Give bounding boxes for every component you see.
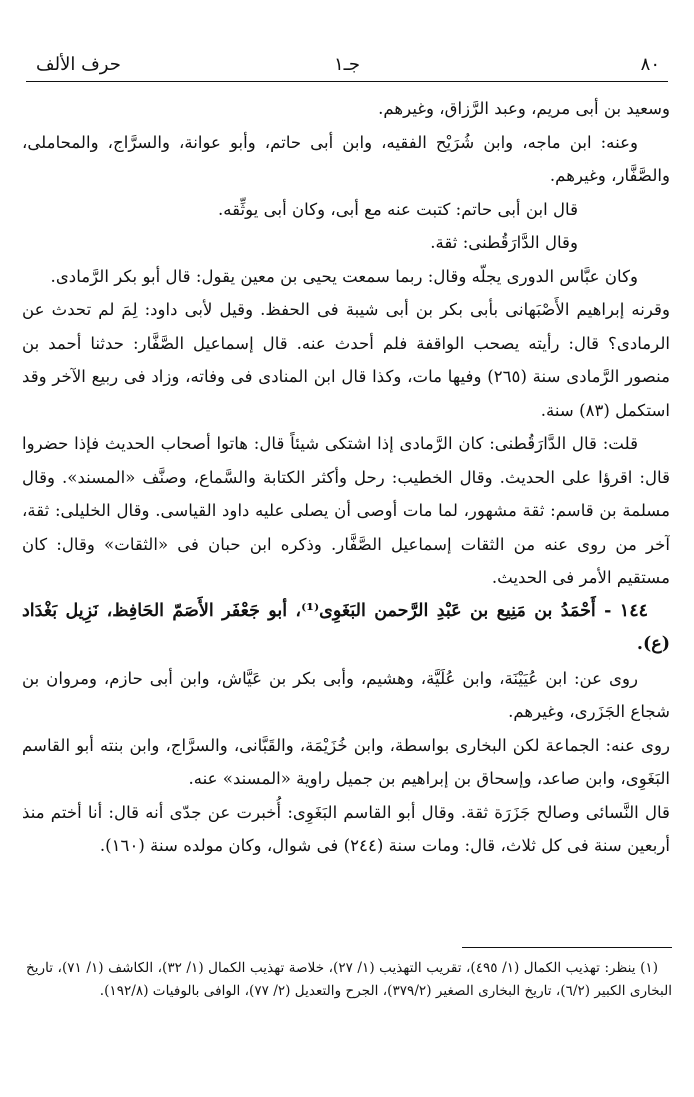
paragraph: قلت: قال الدَّارَقُطنى: كان الرَّمادى إذا اشتكى شيئاً قال: هاتوا أصحاب الحديث فإذا حضروا قال: اقرؤا على الحديث. وقال الخطيب: رحل وأكثر الكتابة والسَّماع، وصنَّف «المسند». وقال مسلمة بن قاسم: ثقة مشهور، لما مات أوصى أن يصلى عليه داود القياسى. وقال الخليلى: ثقة، آخر من روى عنه من الثقات إسماعيل الصَّفَّار. وذكره ابن حبان فى «الثقات» وقال: كان مستقيم الأمر فى الحديث. — [22, 434, 670, 587]
paragraph: وكان عبَّاس الدورى يجلّه وقال: ربما سمعت يحيى بن معين يقول: قال أبو بكر الرَّمادى. — [50, 266, 638, 286]
main-text — [22, 92, 670, 942]
header-rule — [26, 81, 668, 82]
paragraph: وعنه: ابن ماجه، وابن شُرَيْح الفقيه، وابن أبى حاتم، وأبو عوانة، والسرَّاج، والمحاملى، والصَّفَّار، وغيرهم. — [22, 132, 670, 185]
volume-label: جـ١ — [333, 54, 361, 75]
footnote: (١) ينظر: تهذيب الكمال (١/ ٤٩٥)، تقريب التهذيب (١/ ٢٧)، خلاصة تهذيب الكمال (١/ ٣٢)، الكاشف (١/ ٧١)، تاريخ البخارى الكبير (٦/٢)، تاريخ البخارى الصغير (٣٧٩/٢)، الجرح والتعديل (٢/ ٧٧)، الوافى بالوفيات (١٩٢/٨). — [26, 960, 672, 999]
paragraph: وسعيد بن أبى مريم، وعبد الرَّزاق، وغيرهم. — [378, 99, 670, 118]
paragraph: وقال الدَّارَقُطنى: ثقة. — [430, 233, 578, 252]
section-title: حرف الألف — [36, 54, 121, 75]
page-number: ٨٠ — [640, 54, 660, 75]
paragraph: وقرنه إبراهيم الأَصْبَهانى بأبى بكر بن أبى شيبة فى الحفظ. وقيل لأبى داود: لِمَ لم تحدث عن الرمادى؟ قال: رأيته يصحب الواقفة فلم أحدث عنه. قال إسماعيل الصَّفَّار: حدثنا أحمد بن منصور الرَّمادى سنة (٢٦٥) وفيها مات، وكذا قال ابن المنادى فى وفاته، وزاد فى ربيع الآخر وقد استكمل (٨٣) سنة. — [22, 300, 670, 420]
running-header — [26, 48, 668, 82]
paragraph: روى عن: ابن عُيَيْنَة، وابن عُلَيَّة، وهشيم، وأبى بكر بن عَيَّاش، وابن أبى حازم، ومروان بن شجاع الجَزَرى، وغيرهم. — [22, 668, 670, 721]
footnote-rule — [462, 947, 672, 948]
paragraph: قال النَّسائى وصالح جَزَرَة ثقة. وقال أبو القاسم البَغَوِى: أُخبرت عن جدّى أنه قال: أنا أختم منذ أربعين سنة فى كل ثلاث، قال: ومات سنة (٢٤٤) فى شوال، وكان مولده سنة (١٦٠). — [22, 802, 670, 855]
paragraph: روى عنه: الجماعة لكن البخارى بواسطة، وابن خُزَيْمَة، والقَبَّانى، والسرَّاج، وابن بنته أبو القاسم البَغَوِى، وابن صاعد، وإسحاق بن إبراهيم بن جميل راوية «المسند» عنه. — [22, 735, 670, 788]
paragraph: قال ابن أبى حاتم: كتبت عنه مع أبى، وكان أبى يوثِّقه. — [217, 199, 578, 219]
entry-heading: ١٤٤ - أَحْمَدُ بن مَنِيع بن عَبْدِ الرَّحمن البَغَوِى⁽¹⁾، أبو جَعْفَر الأَصَمّ الحَافِظ، نَزِيل بَغْدَاد (ع). — [22, 600, 670, 654]
